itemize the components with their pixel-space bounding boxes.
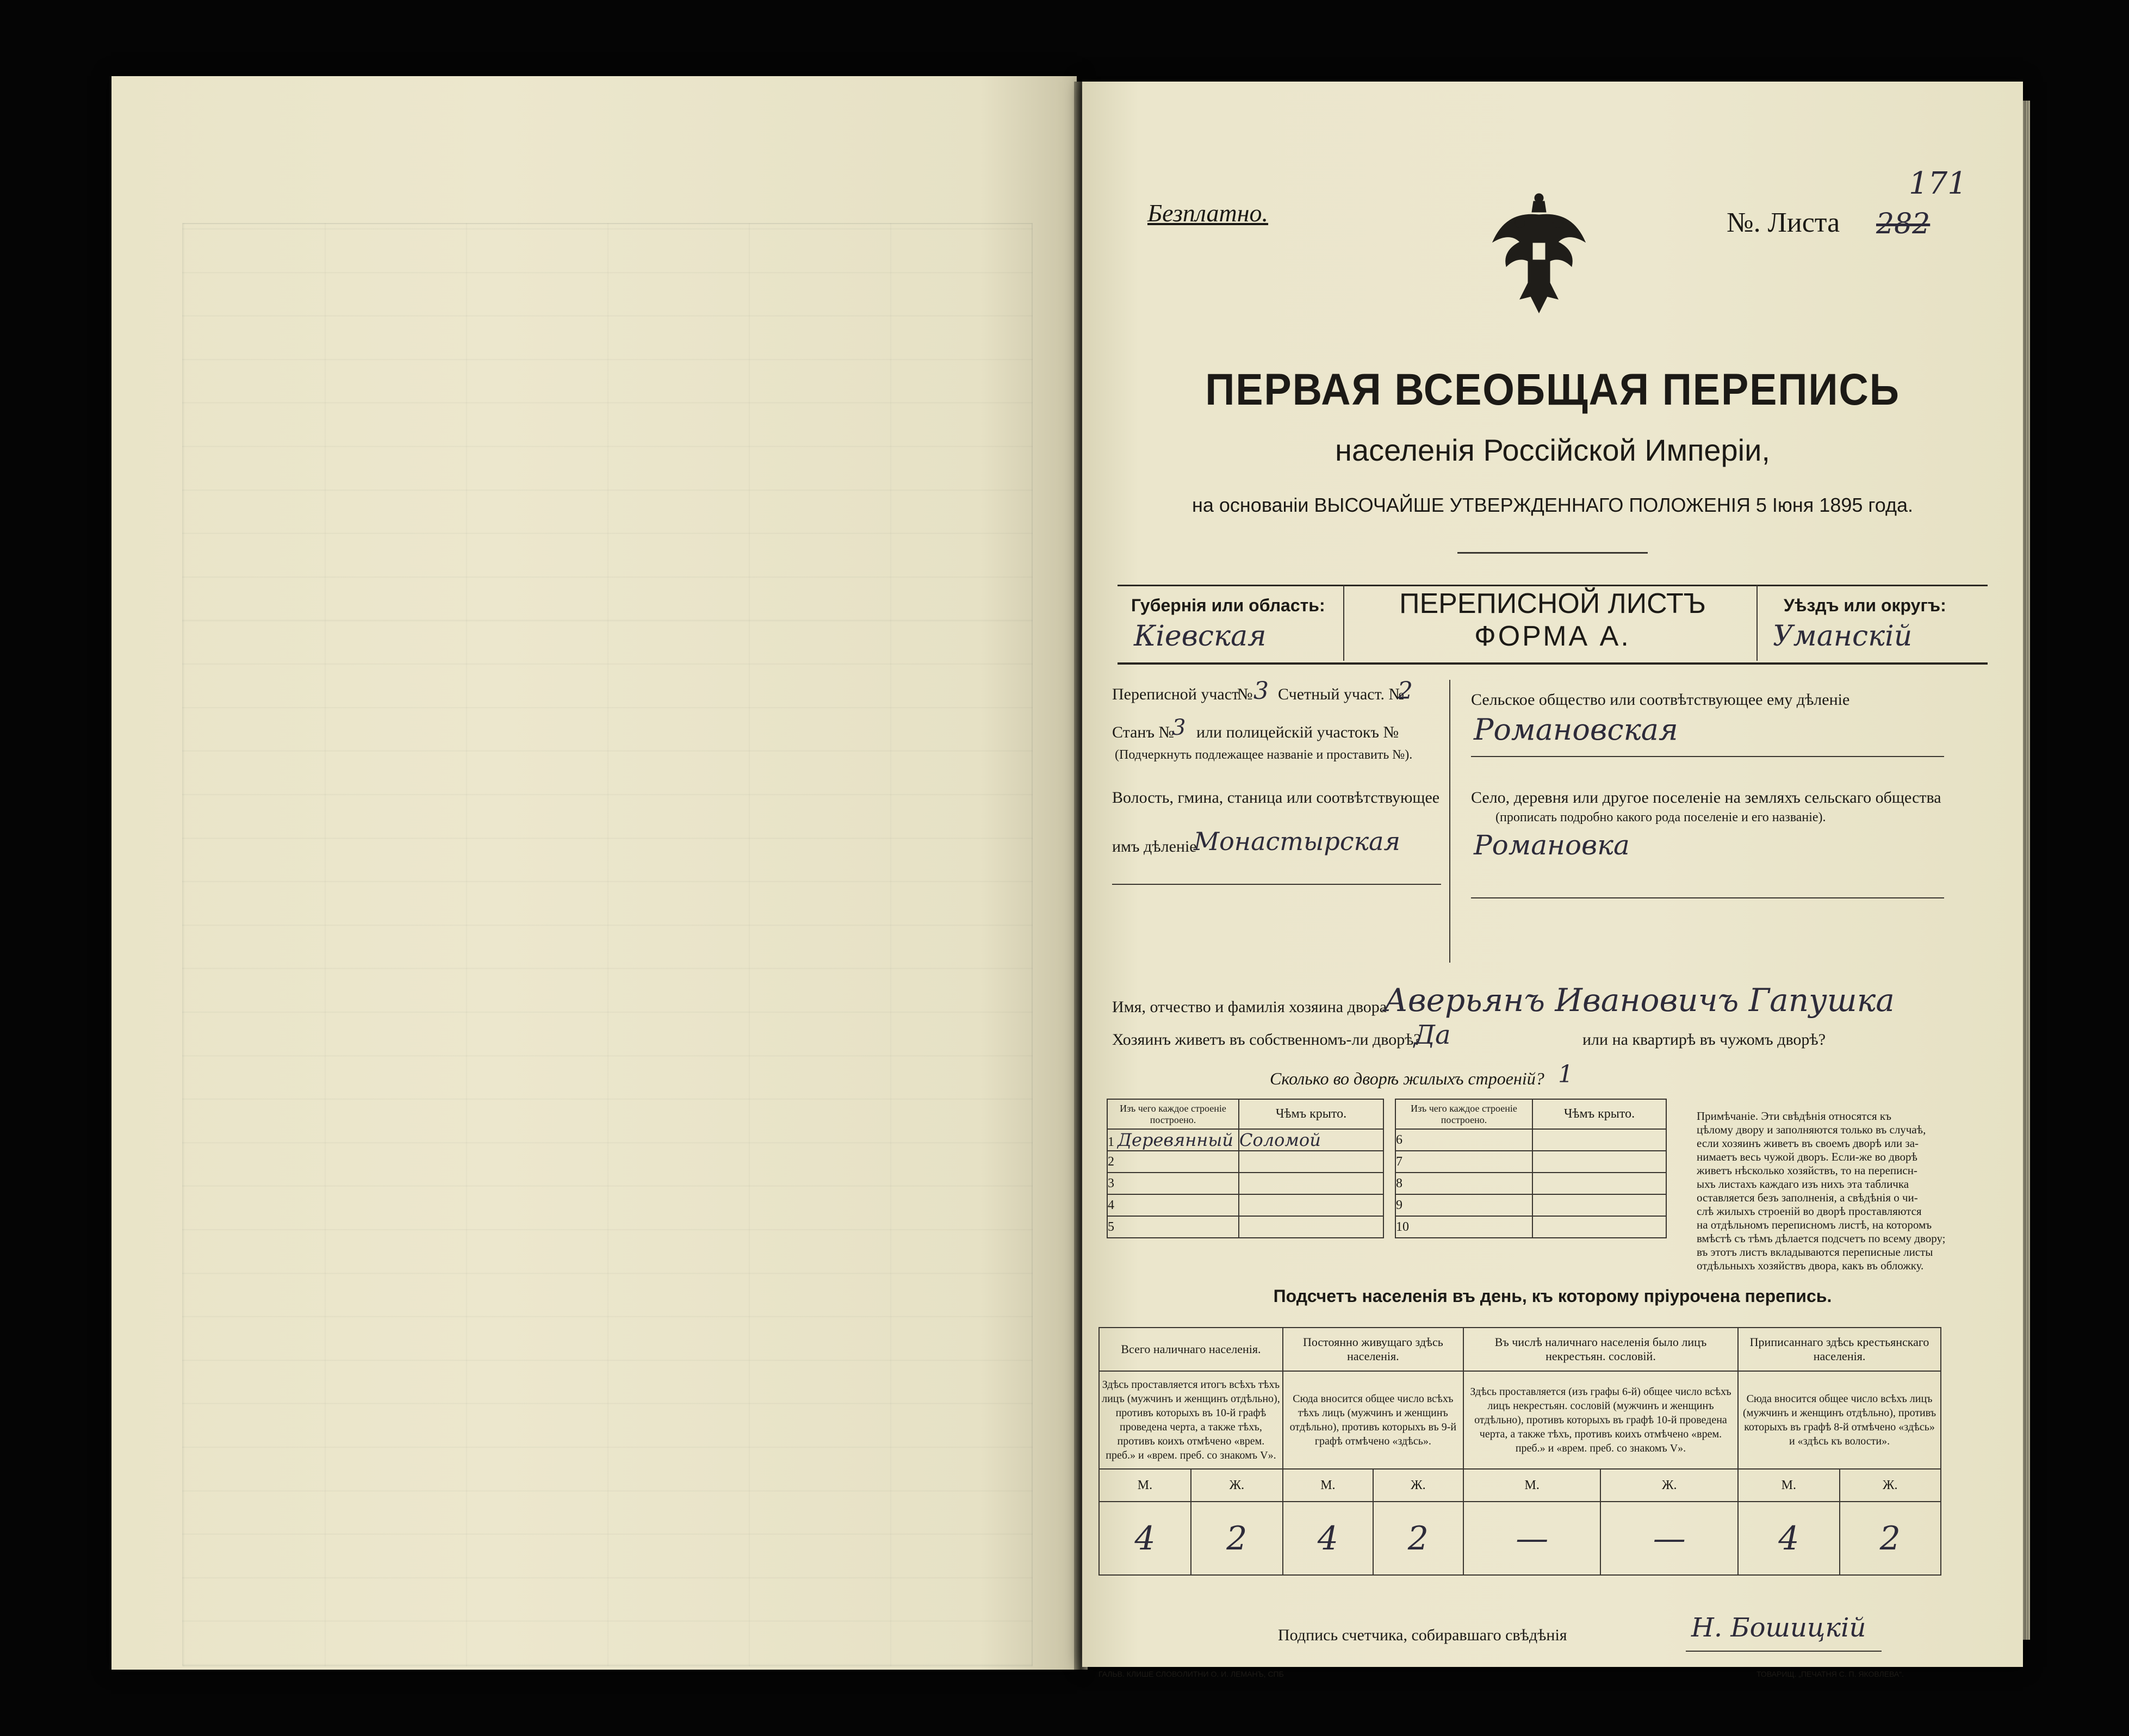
basis-line: на основаніи ВЫСОЧАЙШЕ УТВЕРЖДЕННАГО ПОЛОЖЕНІЯ 5 Іюня 1895 года. bbox=[1191, 494, 1913, 516]
volost-value: Монастырская bbox=[1194, 827, 1400, 856]
registered-peasant-f: 2 bbox=[1840, 1502, 1941, 1575]
stan-label: Станъ № bbox=[1112, 723, 1175, 741]
population-summary-table: Всего наличнаго населенія. Постоянно живущаго здѣсь населенія. Въ числѣ наличнаго населенія было лицъ некрестьян. сословій. Приписаннаго здѣсь крестьянскаго населенія. Здѣсь проставляется итогъ всѣхъ тѣхъ лицъ (мужчинъ и женщинъ отдѣльно), противъ которыхъ въ 10-й графѣ проведена черта, а также тѣхъ, противъ коихъ отмѣчено «врем. преб.» и «врем. преб. со знакомъ V». Сюда вносится общее число всѣхъ тѣхъ лицъ (мужчинъ и женщинъ отдѣльно), противъ которыхъ въ 9-й графѣ отмѣчено «здѣсь». Здѣсь проставляется (изъ графы 6-й) общее число всѣхъ лицъ некрестьян. сословій (мужчинъ и женщинъ отдѣльно), противъ которыхъ въ графѣ 10-й проведена черта, а также тѣхъ, противъ коихъ отмѣчено «врем. преб.» и «врем. преб. со знакомъ V». Сюда вносится общее число всѣхъ лицъ (мужчинъ и женщинъ отдѣльно), противъ которыхъ въ графѣ 8-й отмѣчено «здѣсь» и «здѣсь къ волости». М. Ж. М. Ж. М. Ж. М. Ж. 4 2 4 2 — — 4 2 bbox=[1098, 1327, 1941, 1576]
census-district-label: Переписной участ bbox=[1112, 685, 1239, 703]
sheet-number-written: 171 bbox=[1909, 166, 1967, 201]
census-district-no: 3 bbox=[1253, 677, 1269, 705]
signature-label: Подпись счетчика, собиравшаго свѣдѣнія bbox=[1278, 1626, 1567, 1644]
main-title: ПЕРВАЯ ВСЕОБЩАЯ ПЕРЕПИСЬ bbox=[1205, 365, 1900, 414]
village-label: Село, деревня или другое поселеніе на земляхъ сельскаго общества bbox=[1471, 789, 1941, 807]
owner-value: Аверьянъ Ивановичъ Гапушка bbox=[1384, 982, 1895, 1019]
buildings-table-right: Изъ чего каждое строеніе построено. Чѣмъ крыто. 6 7 8 9 10 bbox=[1395, 1099, 1667, 1238]
ornament-divider bbox=[1457, 552, 1648, 554]
buildings-table-left: Изъ чего каждое строеніе построено. Чѣмъ крыто. 1 Деревянный Соломой 2 3 4 5 bbox=[1107, 1099, 1384, 1238]
police-label: или полицейскій участокъ № bbox=[1196, 723, 1399, 741]
free-label: Безплатно. bbox=[1147, 199, 1269, 227]
left-page-blank bbox=[111, 76, 1077, 1670]
buildings-label: Сколько во дворѣ жилыхъ строеній? bbox=[1270, 1069, 1544, 1088]
province-value: Кіевская bbox=[1134, 620, 1267, 653]
resident-m: 4 bbox=[1283, 1502, 1373, 1575]
non-peasant-f: — bbox=[1600, 1502, 1738, 1575]
bleed-through-grid bbox=[182, 223, 1033, 1666]
district-label: Уѣздъ или округъ: bbox=[1784, 596, 1946, 615]
sheet-number-crossed: 282 bbox=[1876, 208, 1931, 240]
total-m: 4 bbox=[1099, 1502, 1191, 1575]
own-yard-label: Хозяинъ живетъ въ собственномъ-ли дворѣ? bbox=[1112, 1031, 1421, 1049]
non-peasant-m: — bbox=[1463, 1502, 1601, 1575]
volost-label-2: имъ дѣленіе bbox=[1112, 838, 1197, 855]
double-headed-eagle-emblem bbox=[1482, 190, 1596, 315]
registered-peasant-m: 4 bbox=[1738, 1502, 1839, 1575]
underline-hint: (Подчеркнуть подлежащее названіе и проставить №). bbox=[1115, 748, 1413, 762]
printer-left: ГАЛЬВ. КЛИШЕ СЛОВОЛИТНИ О. И. ЛЕМАНЪ, СПБ bbox=[1098, 1670, 1284, 1678]
form-name: ФОРМА А. bbox=[1474, 621, 1631, 652]
sheet-number-label: №. Листа bbox=[1727, 207, 1840, 238]
census-form-page: Безплатно. №. Листа 282 171 ПЕРВАЯ ВСЕОБЩАЯ ПЕРЕПИСЬ населенія Россійской Имперіи, на основаніи ВЫСОЧАЙШЕ УТВЕРЖДЕННАГО ПОЛОЖЕНІЯ 5 Іюня 1895 года. Губернія или область: Кіевская ПЕРЕПИСНОЙ ЛИСТЪ ФОРМА А. Уѣздъ или округъ: Уманскій Переписной участ № 3 Счетный участ. № 2 Станъ № 3 или полицейскій участокъ № (Подчеркнуть подлежащее названіе и проставить №). Волость, гмина, станица или соотвѣтствующее имъ дѣленіе Монастырская Сельское общество или соотвѣтствующее ему дѣленіе Романовская Село, деревня или другое поселеніе на земляхъ сельскаго общества (прописать подробно какого рода поселеніе и его названіе). Романовка Имя, отчество и фамилія хозяина двора Аверьянъ Ивановичъ Гапушка Хозяинъ живетъ въ собственномъ-ли дворѣ? Да или на квартирѣ въ чужомъ дворѣ? Сколько во дворѣ жилыхъ строеній? 1 Изъ чего каждое строеніе построено. Чѣмъ крыто. 1 Деревянный Соломой 2 3 4 5 Изъ чего каждое строеніе построено. Чѣмъ крыто. 6 7 8 9 10 Примѣчаніе. Эти свѣдѣнія относятся къ цѣлому двору и заполняются только въ случаѣ, если хозяинъ живетъ въ своемъ дворѣ или за- нимаетъ весь чужой дворъ. Если-же во дворѣ живетъ нѣсколько хозяйствъ, то на переписн- ыхъ листахъ каждаго изъ нихъ эта табличка оставляется безъ заполненія, а свѣдѣнія о чи- слѣ жилыхъ строеній во дворѣ проставляются на отдѣльномъ переписномъ листѣ, на которомъ вмѣстѣ съ тѣмъ дѣлается подсчетъ по всему двору; въ этотъ листъ вкладываются переписные листы отдѣльныхъ хозяйствъ двора, какъ въ обложку. Подсчетъ населенія въ день, къ которому пріурочена перепись. Всего наличнаго населенія. Постоянно живущаго здѣсь населенія. Въ числѣ наличнаго населенія было лицъ некрестьян. сословій. Приписаннаго здѣсь крестьянскаго населенія. Здѣсь проставляется итогъ всѣхъ тѣхъ лицъ (мужчинъ и женщинъ отдѣльно), противъ которыхъ въ 10-й графѣ проведена черта, а также тѣхъ, противъ коихъ отмѣчено «врем. преб.» и «врем. преб. со знакомъ V». Сюда вносится общее число всѣхъ тѣхъ лицъ (мужчинъ и женщинъ отдѣльно), противъ которыхъ въ 9-й графѣ отмѣчено «здѣсь». Здѣсь проставляется (изъ графы 6-й) общее число всѣхъ лицъ некрестьян. сословій (мужчинъ и женщинъ отдѣльно), противъ которыхъ въ графѣ 10-й проведена черта, а также тѣхъ, противъ коихъ отмѣчено «врем. преб.» и «врем. преб. со знакомъ V». Сюда вносится общее число всѣхъ лицъ (мужчинъ и женщинъ отдѣльно), противъ которыхъ въ графѣ 8-й отмѣчено «здѣсь» и «здѣсь къ волости». М. Ж. М. Ж. М. Ж. М. Ж. 4 2 4 2 — — 4 2 Подпись счетчика, собиравшаго свѣдѣнія Н. Бошицкій ГАЛЬВ. КЛИШЕ СЛОВОЛИТНИ О. И. ЛЕМАНЪ, СПБ ТОВАРИЩ. „ПЕЧАТНЯ С. П. ЯКОВЛЕВА“. bbox=[1082, 82, 2023, 1667]
volost-label: Волость, гмина, станица или соотвѣтствующее bbox=[1112, 789, 1440, 807]
note-block: Примѣчаніе. Эти свѣдѣнія относятся къ цѣлому двору и заполняются только въ случаѣ, если хозяинъ живетъ въ своемъ дворѣ или за- нимаетъ весь чужой дворъ. Если-же во дворѣ живетъ нѣсколько хозяйствъ, то на переписн- ыхъ листахъ каждаго изъ нихъ эта табличка оставляется безъ заполненія, а свѣдѣнія о чи- слѣ жилыхъ строеній во дворѣ проставляются на отдѣльномъ переписномъ листѣ, на которомъ вмѣстѣ съ тѣмъ дѣлается подсчетъ по всему двору; въ этотъ листъ вкладываются переписные листы отдѣльныхъ хозяйствъ двора, какъ въ обложку. bbox=[1697, 1109, 1946, 1272]
buildings-value: 1 bbox=[1558, 1061, 1573, 1088]
stan-no: 3 bbox=[1172, 715, 1186, 740]
sheet-title: ПЕРЕПИСНОЙ ЛИСТЪ bbox=[1399, 588, 1706, 619]
summary-heading: Подсчетъ населенія въ день, къ которому пріурочена перепись. bbox=[1273, 1286, 1832, 1306]
province-label: Губернія или область: bbox=[1131, 596, 1325, 615]
building-1-material: Деревянный bbox=[1118, 1130, 1234, 1150]
own-yard-value: Да bbox=[1414, 1020, 1451, 1050]
subtitle: населенія Россійской Имперіи, bbox=[1335, 433, 1770, 467]
society-value: Романовская bbox=[1474, 712, 1678, 747]
rented-label: или на квартирѣ въ чужомъ дворѣ? bbox=[1582, 1031, 1826, 1049]
society-label: Сельское общество или соотвѣтствующее ему дѣленіе bbox=[1471, 691, 1850, 709]
printer-right: ТОВАРИЩ. „ПЕЧАТНЯ С. П. ЯКОВЛЕВА“. bbox=[1756, 1670, 1904, 1678]
resident-f: 2 bbox=[1373, 1502, 1463, 1575]
district-value: Уманскій bbox=[1773, 620, 1913, 653]
building-1-roof: Соломой bbox=[1239, 1129, 1383, 1151]
village-value: Романовка bbox=[1474, 829, 1630, 861]
count-district-label: Счетный участ. № bbox=[1278, 685, 1405, 703]
signature-value: Н. Бошицкій bbox=[1691, 1613, 1866, 1643]
total-f: 2 bbox=[1191, 1502, 1283, 1575]
village-hint: (прописать подробно какого рода поселеніе и его названіе). bbox=[1495, 810, 1826, 824]
owner-label: Имя, отчество и фамилія хозяина двора bbox=[1112, 998, 1387, 1016]
count-district-no: 2 bbox=[1398, 677, 1413, 705]
